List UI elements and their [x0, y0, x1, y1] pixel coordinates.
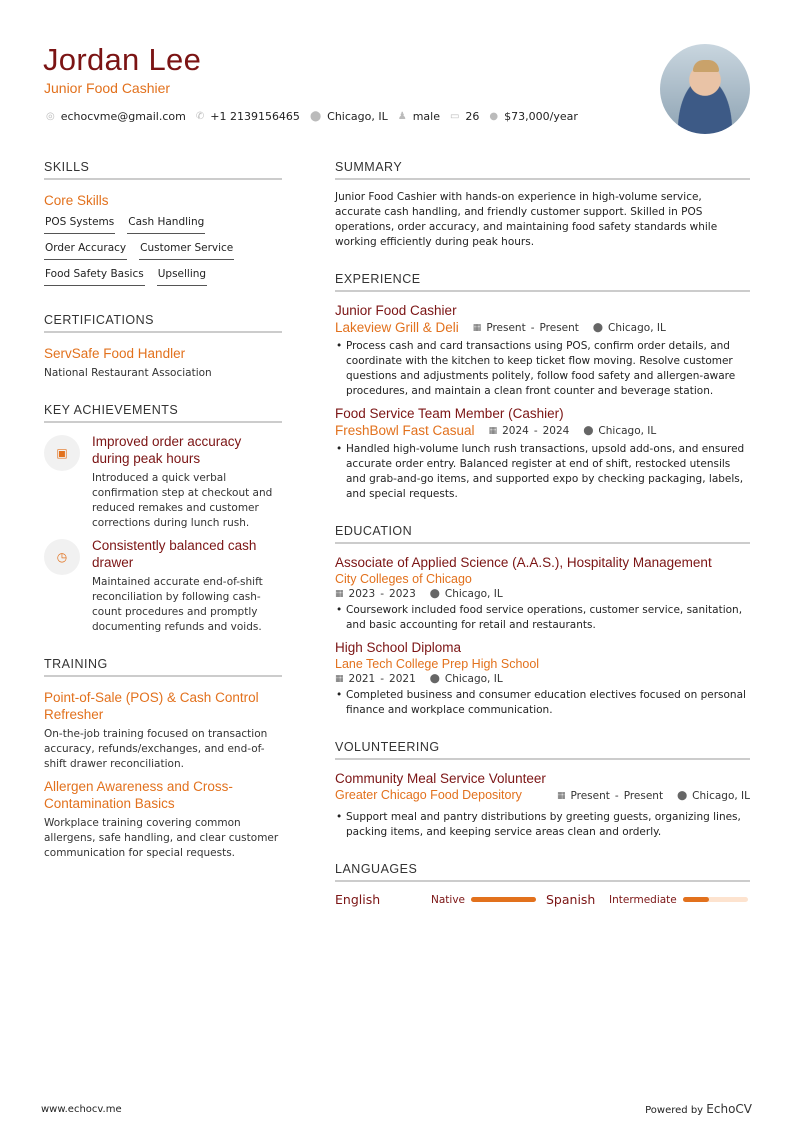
location-text: Chicago, IL: [444, 673, 503, 685]
language-bar-fill: [683, 897, 709, 902]
section-heading: LANGUAGES: [335, 862, 750, 882]
contact-phone: [196, 110, 300, 123]
language-name: Spanish: [546, 892, 596, 907]
volunteering-item: [335, 770, 750, 840]
education-section: [335, 524, 750, 718]
volunteer-role: Community Meal Service Volunteer: [335, 771, 546, 786]
calendar-icon: ▦: [335, 674, 344, 684]
section-heading: CERTIFICATIONS: [44, 313, 282, 333]
summary-section: [335, 160, 750, 250]
candidate-name: Jordan Lee: [43, 42, 202, 77]
location: [583, 425, 656, 437]
calendar-icon: ▦: [488, 425, 498, 436]
experience-section: [335, 272, 750, 502]
user-icon: ♟: [397, 111, 407, 122]
volunteer-meta: [335, 787, 750, 804]
at-icon: ◎: [46, 111, 55, 122]
bullet: • Process cash and card transactions using POS, confirm order details, and coordinate with the kitchen to keep ticket flow moving. Resolve customer questions and adjustments politely, follow food safety and allergen-aware procedures, and maintain a clean front counter and beverage station.: [335, 339, 750, 399]
achievement-desc: Introduced a quick verbal confirmation step at checkout and reduced remakes and customer corrections during lunch rush.: [92, 472, 273, 529]
end: Present: [623, 789, 664, 802]
certification-name: ServSafe Food Handler: [44, 346, 186, 361]
location-text: Chicago, IL: [327, 110, 388, 123]
skill-chip: POS Systems: [44, 213, 115, 234]
achievements-section: [44, 403, 282, 635]
skills-section: [44, 160, 282, 291]
start: 2023: [348, 588, 376, 600]
section-heading: SKILLS: [44, 160, 282, 180]
education-item: [335, 554, 750, 633]
dates: ▦ 2023 - 2023: [335, 588, 416, 600]
skill-group-title: Core Skills: [44, 193, 109, 208]
section-heading: EXPERIENCE: [335, 272, 750, 292]
location-icon: ⬤: [583, 425, 594, 436]
languages-section: [335, 862, 750, 907]
language-bar-fill: [471, 897, 536, 902]
language-level: Native: [431, 893, 465, 906]
contact-email: [46, 110, 186, 123]
school: City Colleges of Chicago: [335, 572, 472, 586]
training-section: [44, 657, 282, 861]
job-meta: [335, 319, 750, 336]
language-list: [335, 892, 750, 907]
training-item: [44, 689, 282, 772]
end: 2021: [389, 673, 416, 685]
school: Lane Tech College Prep High School: [335, 657, 540, 671]
organization: Greater Chicago Food Depository: [335, 788, 522, 802]
left-column: [44, 160, 282, 883]
right-column: [335, 160, 750, 929]
location-icon: ⬤: [677, 790, 688, 801]
powered-by-text: Powered by: [645, 1105, 704, 1116]
location: [430, 673, 503, 685]
training-title: Allergen Awareness and Cross-Contamination Basics: [44, 779, 233, 811]
profile-photo: [660, 44, 750, 134]
company: Lakeview Grill & Deli: [335, 320, 459, 335]
section-heading: KEY ACHIEVEMENTS: [44, 403, 282, 423]
location-text: Chicago, IL: [692, 789, 750, 802]
location-icon: ⬤: [429, 589, 440, 599]
start: 2021: [348, 673, 376, 685]
company: FreshBowl Fast Casual: [335, 423, 475, 438]
calendar-icon: ▭: [449, 111, 460, 122]
experience-item: [335, 405, 750, 502]
calendar-icon: ▦: [472, 322, 482, 333]
skill-list: [44, 213, 282, 291]
location-text: Chicago, IL: [598, 424, 657, 437]
contact-row: [46, 110, 578, 123]
contact-age: [450, 110, 479, 123]
certification-issuer: National Restaurant Association: [44, 367, 212, 379]
calendar-icon: ▦: [556, 790, 566, 801]
contact-gender: [398, 110, 440, 123]
location-icon: ⬤: [309, 111, 322, 122]
location-icon: ⬤: [429, 674, 440, 684]
dates: ▦ 2024 - 2024: [488, 424, 570, 437]
bullet: • Handled high-volume lunch rush transactions, upsold add-ons, and ensured accurate order entry. Balanced register at end of shift, restocked utensils and grab-and-go items, and supported expo by checking packaging, labels, and special requests.: [335, 442, 750, 502]
start: Present: [486, 321, 526, 334]
end: 2023: [389, 588, 416, 600]
dollar-icon: ●: [489, 111, 499, 122]
end: 2024: [542, 424, 570, 437]
location: [430, 588, 503, 600]
calendar-icon: ▦: [335, 589, 344, 599]
brand-logo: EchoCV: [706, 1102, 752, 1116]
edu-meta: [335, 588, 750, 600]
footer-powered-by: [645, 1102, 752, 1116]
end: Present: [539, 321, 579, 334]
achievement-title: Consistently balanced cash drawer: [92, 538, 257, 570]
contact-location: [310, 110, 388, 123]
section-heading: TRAINING: [44, 657, 282, 677]
dates: ▦ 2021 - 2021: [335, 673, 416, 685]
job-role: Food Service Team Member (Cashier): [335, 406, 564, 421]
contact-salary: [489, 110, 577, 123]
achievement-desc: Maintained accurate end-of-shift reconciliation by following cash-count procedures and promptly documenting refunds and voids.: [92, 576, 263, 633]
section-heading: EDUCATION: [335, 524, 750, 544]
location-icon: ⬤: [592, 322, 603, 333]
skill-chip: Upselling: [157, 265, 207, 286]
summary-text: Junior Food Cashier with hands-on experience in high-volume service, accurate cash handling, and friendly customer support. Skilled in POS operations, order accuracy, and maintaining food safety standards while working efficiently during peak hours.: [335, 191, 718, 248]
location: [593, 322, 666, 334]
achievement-item: [44, 433, 282, 531]
skill-chip: Customer Service: [139, 239, 234, 260]
age-text: 26: [465, 110, 480, 123]
email-text: echocvme@gmail.com: [60, 110, 186, 123]
degree: Associate of Applied Science (A.A.S.), Hospitality Management: [335, 555, 712, 570]
invoice-icon: ▣: [44, 435, 80, 471]
bullet: • Completed business and consumer education electives focused on personal finance and workplace communication.: [335, 688, 750, 718]
location: [677, 790, 750, 802]
edu-meta: [335, 673, 750, 685]
location-text: Chicago, IL: [444, 588, 503, 600]
clock-icon: ◷: [44, 539, 80, 575]
skill-chip: Food Safety Basics: [44, 265, 145, 286]
certifications-section: [44, 313, 282, 381]
training-item: [44, 778, 282, 861]
phone-icon: ✆: [195, 111, 205, 122]
volunteering-section: [335, 740, 750, 840]
language-level: Intermediate: [609, 893, 677, 906]
skill-chip: Cash Handling: [127, 213, 205, 234]
job-meta: [335, 422, 750, 439]
bullet: • Coursework included food service operations, customer service, sanitation, and basic accounting for retail and restaurants.: [335, 603, 750, 633]
training-title: Point-of-Sale (POS) & Cash Control Refresher: [44, 690, 259, 722]
bullet: • Support meal and pantry distributions by greeting guests, organizing lines, packing items, and keeping service areas clean and orderly.: [335, 810, 750, 840]
job-role: Junior Food Cashier: [335, 303, 457, 318]
skill-chip: Order Accuracy: [44, 239, 127, 260]
language-bar: [471, 897, 536, 902]
location-text: Chicago, IL: [608, 321, 666, 334]
salary-text: $73,000/year: [504, 110, 578, 123]
candidate-title: Junior Food Cashier: [44, 80, 171, 96]
section-heading: VOLUNTEERING: [335, 740, 750, 760]
section-heading: SUMMARY: [335, 160, 750, 180]
experience-item: [335, 302, 750, 399]
education-item: [335, 639, 750, 718]
language-name: English: [335, 892, 381, 907]
start: Present: [570, 789, 610, 802]
language-bar: [683, 897, 748, 902]
gender-text: male: [412, 110, 440, 123]
training-desc: On-the-job training focused on transaction accuracy, refunds/exchanges, and end-of-shift drawer reconciliation.: [44, 728, 268, 770]
dates: ▦ Present - Present: [472, 321, 579, 334]
achievement-title: Improved order accuracy during peak hours: [92, 434, 242, 466]
footer-website[interactable]: www.echocv.me: [41, 1104, 122, 1115]
phone-text: +1 2139156465: [210, 110, 300, 123]
start: 2024: [502, 424, 529, 437]
degree: High School Diploma: [335, 640, 462, 655]
achievement-item: [44, 537, 282, 635]
dates: ▦ Present - Present: [556, 789, 664, 802]
training-desc: Workplace training covering common allergens, safe handling, and clear customer communication for special requests.: [44, 817, 279, 859]
